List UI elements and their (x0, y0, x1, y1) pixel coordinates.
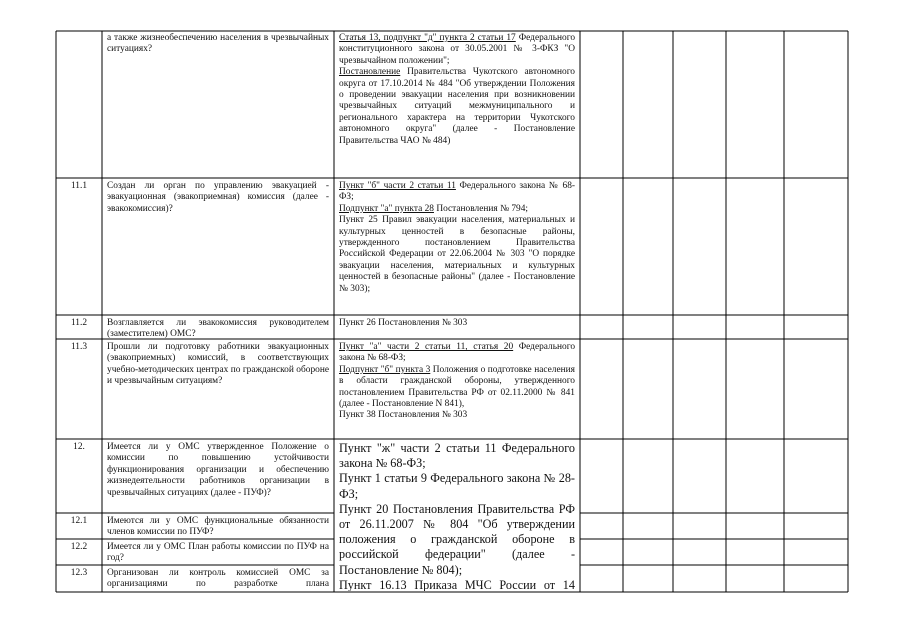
row-0-ref-1-link[interactable]: Постановление (339, 67, 401, 78)
row-1-number: 11.1 (70, 181, 88, 191)
row-0-question: а также жизнеобеспечению населения в чрезвычайных ситуациях? (107, 33, 329, 55)
row-3-ref-1-link[interactable]: Подпункт "б" пункта 3 (339, 364, 431, 375)
row-2-number: 11.2 (70, 318, 88, 328)
row-2-refs: Пункт 26 Постановления № 303 (339, 318, 468, 328)
row-5-question: Имеются ли у ОМС функциональные обязанности членов комиссии по ПУФ? (107, 516, 329, 538)
merged-ref-1: Пункт 1 статьи 9 Федерального закона № 28-ФЗ; (339, 471, 575, 501)
row-7-question: Организован ли контроль комиссией ОМС за организациями по разработке плана (107, 568, 329, 590)
row-1-question: Создан ли орган по управлению эвакуацией - эвакуационная (эвакоприемная) комиссия (далее - эвакокомиссия)? (107, 181, 329, 214)
row-5-number: 12.1 (70, 516, 88, 526)
row-4-question: Имеется ли у ОМС утвержденное Положение о комиссии по повышению устойчивости функционирования организации и обеспечению жизнедеятельности работников организации в чрезвычайных ситуациях (далее - ПУФ)? (107, 442, 329, 498)
row-1-ref-0-link[interactable]: Пункт "б" части 2 статьи 11 (339, 181, 456, 191)
row-1-ref-1-link[interactable]: Подпункт "а" пункта 28 (339, 203, 434, 214)
row-3-refs: Пункт "а" части 2 статьи 11, статья 20 Федерального закона № 68-ФЗ; Подпункт "б" пункта 3 Положения о подготовке населения в области гражданской обороны, утвержденного постановлением Правительства РФ от 02.11.2000 № 841 (далее - Постановление N 841), Пункт 38 Постановления № 303 (339, 342, 575, 421)
row-7-number: 12.3 (70, 568, 88, 578)
row-1-refs: Пункт "б" части 2 статьи 11 Федерального закона № 68-ФЗ; Подпункт "а" пункта 28 Постановления № 794; Пункт 25 Правил эвакуации населения, материальных и культурных ценностей в безопасные районы, утвержденного постановлением Правительства Российской Федерации от 22.06.2004 № 303 "О порядке эвакуации населения, материальных и культурных ценностей в безопасные районы" (далее - Постановление № 303); (339, 181, 575, 294)
row-3-ref-0-link[interactable]: Пункт "а" части 2 статьи 11, статья 20 (339, 342, 514, 352)
row-0-ref-0-link[interactable]: Статья 13, подпункт "д" пункта 2 статьи 17 (339, 33, 516, 43)
row-4-number: 12. (73, 442, 85, 452)
row-0-refs: Статья 13, подпункт "д" пункта 2 статьи 17 Федерального конституционного закона от 30.05.2001 № 3-ФКЗ "О чрезвычайном положении"; Постановление Правительства Чукотского автономного округа от 17.10.2014 № 484 "Об утверждении Положения о проведении эвакуации населения при возникновении чрезвычайных ситуаций межмуниципального и регионального характера на территории Чукотского автономного округа" (далее - Постановление Правительства ЧАО № 484) (339, 33, 575, 146)
row-2-question: Возглавляется ли эвакокомиссия руководителем (заместителем) ОМС? (107, 318, 329, 340)
merged-ref-0: Пункт "ж" части 2 статьи 11 Федерального закона № 68-ФЗ; (339, 441, 575, 471)
row-6-number: 12.2 (70, 542, 88, 552)
merged-ref-3: Пункт 16.13 Приказа МЧС России от 14 (339, 577, 575, 591)
row-3-question: Прошли ли подготовку работники эвакуационных (эвакоприемных) комиссий, в соответствующих учебно-методических центрах по гражданской обороне и чрезвычайным ситуациям? (107, 342, 329, 387)
row-3-number: 11.3 (70, 342, 88, 352)
merged-ref-2: Пункт 20 Постановления Правительства РФ от 26.11.2007 № 804 "Об утверждении положения о гражданской обороне в российской федерации" (далее - Постановление № 804); (339, 501, 575, 577)
row-6-question: Имеется ли у ОМС План работы комиссии по ПУФ на год? (107, 542, 329, 564)
row-12-merged-refs (339, 441, 575, 591)
